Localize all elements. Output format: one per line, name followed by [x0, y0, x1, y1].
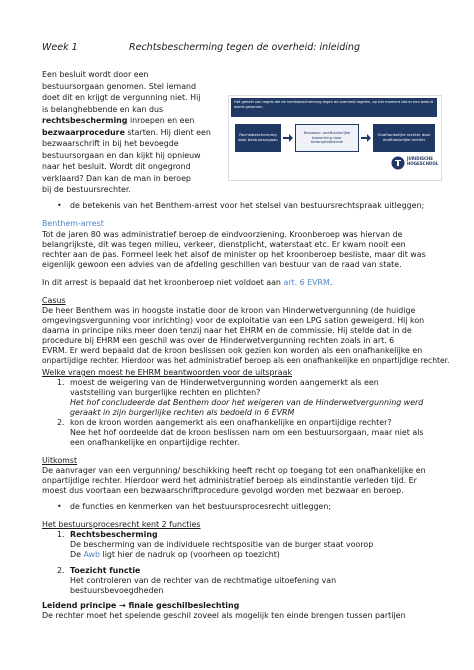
casus-heading: Casus: [42, 296, 66, 305]
function-title: Toezicht functie: [70, 566, 141, 575]
function-text: De: [70, 550, 84, 559]
logo-emblem-icon: [391, 156, 405, 170]
paragraph-line: belangrijkste, dit was tegen milieu, verkeer, dienstplicht, waterstaat etc. Er kwam nooit een: [42, 240, 406, 249]
paragraph-line: eigenlijk gewoon een advies van de afdeling geschillen van bestuur van de raad van state.: [42, 260, 402, 269]
intro-line: bestuursorgaan genomen. Stel iemand: [42, 81, 197, 91]
intro-line: [42, 127, 212, 139]
intro-line: doet dit en krijgt de vergunning niet. Hij: [42, 93, 201, 102]
figure-box-rechter: Onafhankelijke rechter door onafhankelijke rechter: [373, 124, 435, 152]
kroon-sentence: [42, 278, 442, 288]
question-line: een onafhankelijke en onpartijdige rechter.: [70, 438, 240, 447]
arrow-right-icon: [361, 134, 371, 142]
arrow-right-icon: [283, 134, 293, 142]
bold-term: rechtsbescherming: [42, 116, 128, 125]
intro-line: verklaard? Dan kan de man in beroep: [42, 173, 191, 183]
kroon-text: In dit arrest is bepaald dat het kroonberoep niet voldoet aan: [42, 278, 284, 287]
paragraph-line: De rechter moet het spelende geschil zoveel als mogelijk ten einde brengen tussen partijen: [42, 611, 406, 620]
paragraph-line: EVRM. Er werd bepaald dat de kroon beslissen ook gezien kon worden als een onafhankelijke en: [42, 346, 423, 355]
logo-text: [407, 157, 438, 166]
intro-line: Een besluit wordt door een: [42, 70, 149, 79]
paragraph-line: De aanvrager van een vergunning/ beschikking heeft recht op toegang tot een onafhankelijke en: [42, 466, 426, 475]
function-text: ligt hier de nadruk op (voorheen op toezicht): [100, 550, 280, 559]
figure-box-bestuursorgaan: Rechtsbescherming door bestuursorgaan: [235, 124, 281, 152]
leidend-principe-heading: Leidend principe → finale geschilbeslechting: [42, 601, 240, 610]
week-label: Week 1: [42, 42, 78, 53]
figure-box-bezwaar: Bezwaar: onafhankelijke bewerking door belanghebbende: [295, 124, 359, 152]
intro-line: bij de bestuursrechter.: [42, 185, 131, 194]
questions-heading: Welke vragen moest he EHRM beantwoorden voor de uitspraak: [42, 368, 293, 377]
figure-header: Het geheel van regels die de rechtsbescherming tegen de overheid regelen, op het moment dat er een besluit wordt genomen.: [231, 98, 437, 117]
paragraph-line: procedure bij EHRM een geschil was over de Hinderwetvergunning rechten zoals in art. 6: [42, 336, 395, 345]
question-number: 2.: [57, 418, 65, 427]
objective-bullet: de functies en kenmerken van het bestuursprocesrecht uitleggen;: [70, 502, 332, 511]
page-title: Rechtsbescherming tegen de overheid: inleiding: [129, 42, 360, 53]
question-number: 1.: [57, 378, 65, 387]
function-number: 1.: [57, 530, 65, 539]
paragraph-line: daarna in principe niks meer doen tenzij naar het EHRM en de commissie. Hij stelde dat in de: [42, 326, 412, 335]
paragraph-line: rechter aan de pas. Formeel leek het alsof de minister op het kroonberoep besliste, maar dit was: [42, 250, 426, 259]
intro-text: inroepen en een: [127, 116, 195, 125]
evrm-link[interactable]: art. 6 EVRM: [283, 278, 330, 287]
question-line: moest de weigering van de Hinderwetvergunning worden aangemerkt als een: [70, 378, 379, 387]
question-line: Nee het hof oordeelde dat de kroon beslissen nam om een bestuursorgaan, maar niet als: [70, 428, 424, 437]
question-line: vaststelling van burgerlijke rechten en plichten?: [70, 388, 261, 397]
objective-bullet: de betekenis van het Benthem-arrest voor het stelsel van bestuursrechtspraak uitleggen;: [70, 201, 425, 210]
intro-line: [42, 115, 212, 127]
paragraph-line: onpartijdige rechter. Hierdoor was het administratief beroep als een onafhankelijke en onpartijdige rechter.: [42, 356, 450, 365]
kroon-end: .: [329, 278, 333, 287]
uitkomst-heading: Uitkomst: [42, 456, 78, 465]
paragraph-line: Tot de jaren 80 was administratief beroep de eindvoorziening. Kroonberoep was hiervan de: [42, 230, 403, 239]
function-line: [70, 550, 470, 560]
answer-line: geraakt in zijn burgerlijke rechten als bedoeld in 6 EVRM: [70, 408, 295, 417]
question-line: kon de kroon worden aangemerkt als een onafhankelijke en onpartijdige rechter?: [70, 418, 392, 427]
answer-line: Het hof concludeerde dat Benthem door het weigeren van de Hinderwetvergunning werd: [70, 398, 424, 407]
school-logo: [391, 154, 437, 176]
function-line: Het controleren van de rechter van de rechtmatige uitoefening van: [70, 576, 337, 585]
logo-line: JURIDISCHE: [407, 156, 434, 161]
intro-line: is belanghebbende en kan dus: [42, 104, 164, 114]
intro-line: bezwaarschrift in bij het bevoegde: [42, 139, 179, 148]
function-line: De bescherming van de individuele rechtspositie van de burger staat voorop: [70, 540, 374, 549]
function-line: bestuursbevoegdheden: [70, 586, 164, 595]
intro-line: naar het besluit. Wordt dit ongegrond: [42, 162, 191, 171]
paragraph-line: De heer Benthem was in hoogste instatie door de kroon van Hinderwetvergunning (de huidige: [42, 306, 416, 315]
benthem-heading: Benthem-arrest: [42, 219, 104, 228]
function-number: 2.: [57, 566, 65, 575]
logo-line: HOGESCHOOL: [407, 160, 439, 166]
paragraph-line: onpartijdige rechter. Hierdoor werd het administratief beroep als eindinstantie verleden tijd. Er: [42, 476, 417, 485]
intro-line: bestuursorgaan en dan kijkt hij opnieuw: [42, 150, 201, 160]
intro-paragraph: [42, 69, 212, 196]
intro-text: starten. Hij dient een: [124, 127, 211, 137]
slide-figure: [228, 95, 442, 181]
function-title: Rechtsbescherming: [70, 530, 158, 539]
paragraph-line: moest dus voortaan een bezwaarschriftprocedure gevolgd worden met bezwaar en beroep.: [42, 486, 404, 495]
bullet-icon: •: [57, 201, 62, 210]
paragraph-line: omgevingsvergunning voor inrichting) voor de exploitatie van een LPG sation geweigerd. Hij kon: [42, 316, 425, 325]
bullet-icon: •: [57, 502, 62, 511]
awb-link[interactable]: Awb: [83, 550, 100, 559]
functions-heading: Het bestuursprocesrecht kent 2 functies: [42, 520, 201, 529]
bold-term: bezwaarprocedure: [42, 127, 125, 137]
